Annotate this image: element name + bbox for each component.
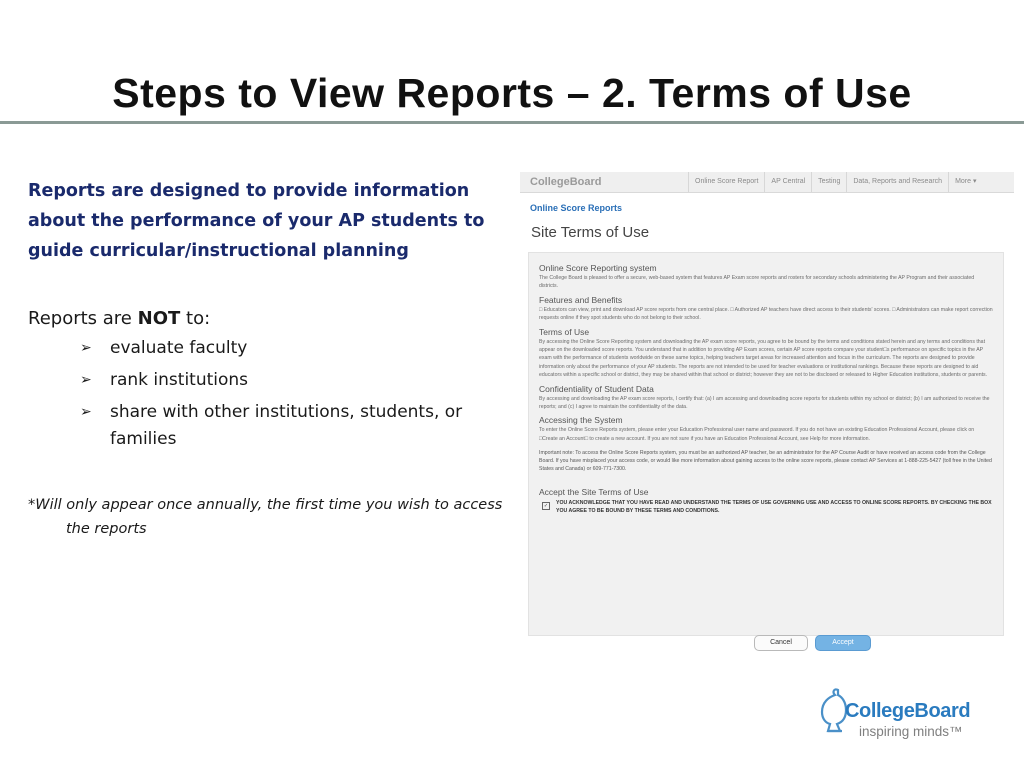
page-heading: Site Terms of Use	[531, 224, 650, 241]
nav-testing[interactable]: Testing	[811, 172, 846, 192]
acknowledge-row	[539, 499, 993, 515]
nav-more[interactable]: More ▾	[948, 172, 982, 192]
terms-panel	[528, 252, 1004, 636]
logo-tagline: inspiring minds™	[859, 724, 963, 739]
nav-menu	[688, 172, 982, 192]
logo-wordmark: CollegeBoard	[845, 700, 971, 722]
top-navigation-bar	[520, 172, 1014, 193]
terms-section	[539, 295, 993, 323]
reports-not-heading	[28, 308, 508, 329]
list-item	[80, 335, 508, 362]
section-title: Confidentiality of Student Data	[539, 383, 654, 394]
title-divider	[0, 121, 1024, 124]
section-body: By accessing and downloading the AP exam score reports, I certify that: (a) I am accessing and downloading score reports for students within my school or district; (b) I am authorized to receive the reports; and (c) I agree to maintain the confidentiality of the data.	[539, 395, 990, 411]
nav-online-score-report[interactable]: Online Score Report	[688, 172, 764, 192]
slide-title: Steps to View Reports – 2. Terms of Use	[112, 70, 912, 116]
terms-section	[539, 384, 993, 412]
left-text-column	[28, 176, 508, 556]
terms-section	[539, 327, 993, 380]
section-body: By accessing the Online Score Reporting system and downloading the AP exam score reports, you agree to be bound by the terms and conditions stated herein and any terms and conditions that appear on the downloaded score reports. You understand that in addition to providing AP Exam scores, certain AP score reports compare your student□s performance on specific topics in the AP exam with the performance of students worldwide on these same topics, helping teachers target areas for increased attention and focus in the curriculum. The reports are designed to provide information only about the performance of your AP students. The reports are not intended to be used for teacher evaluations or institutional rankings. Because these reports are designed to aid educators within a specific school or district, they may be shared within that school or district; however they are not to be disclosed or released to Higher Education institutions, students or parents.	[539, 338, 988, 379]
terms-section	[539, 415, 993, 443]
accept-button[interactable]: Accept	[815, 635, 871, 651]
arrow-bullet-icon: ➢	[80, 340, 92, 356]
collegeboard-brand[interactable]: CollegeBoard	[530, 176, 602, 188]
arrow-bullet-icon: ➢	[80, 404, 92, 420]
breadcrumb[interactable]: Online Score Reports	[530, 203, 623, 213]
not-prefix: Reports are	[28, 308, 132, 329]
section-body: □ Educators can view, print and download AP score reports from one central place. □ Authorized AP teachers have direct access to their students' scores. □ Administrators can make report correction requests online if they spot students who do not belong to their school.	[539, 306, 993, 322]
nav-data-reports-research[interactable]: Data, Reports and Research	[846, 172, 948, 192]
section-title: Features and Benefits	[539, 294, 623, 305]
arrow-bullet-icon: ➢	[80, 372, 92, 388]
list-item-text: share with other institutions, students, or families	[110, 402, 463, 449]
list-item-text: evaluate faculty	[110, 338, 248, 358]
acknowledge-checkbox[interactable]: ✓	[543, 503, 549, 510]
section-title: Terms of Use	[539, 326, 590, 337]
list-item-text: rank institutions	[110, 370, 249, 390]
list-item	[80, 367, 508, 394]
not-suffix: to:	[186, 308, 211, 329]
intro-text: Reports are designed to provide information about the performance of your AP students to guide curricular/instructional planning	[28, 181, 485, 261]
not-word: NOT	[137, 308, 181, 329]
terms-section	[539, 263, 993, 291]
section-title: Accessing the System	[539, 415, 623, 426]
accept-heading: Accept the Site Terms of Use	[539, 487, 649, 498]
not-list	[28, 335, 508, 453]
list-item	[80, 399, 508, 453]
acknowledge-text: YOU ACKNOWLEDGE THAT YOU HAVE READ AND UNDERSTAND THE TERMS OF USE GOVERNING USE AND ACCESS TO ONLINE SCORE REPORTS. BY CHECKING THE BOX YOU AGREE TO BE BOUND BY THESE TERMS AND CONDITIONS.	[556, 500, 992, 515]
cancel-button[interactable]: Cancel	[754, 635, 808, 651]
important-note: Important note: To access the Online Score Reports system, you must be an authorized AP teacher, be an administrator for the AP Course Audit or have received an access code from the College Board. If you have misplaced your access code, or would like more information about gaining access to the online score reports, please contact AP Services at 1-888-225-5427 (toll free in the United States and Canada) or 609-771-7300.	[539, 450, 992, 473]
footnote: *Will only appear once annually, the first time you wish to access the reports	[28, 497, 503, 537]
nav-ap-central[interactable]: AP Central	[764, 172, 811, 192]
terms-of-use-screenshot	[520, 172, 1014, 652]
collegeboard-logo	[816, 686, 996, 746]
section-body: To enter the Online Score Reports system, please enter your Education Professional user name and password. If you do not have an existing Education Professional Account, please click on □Create an Account□ to create a new account. If you are not sure if you have an Education Professional Account, see Help for more information.	[539, 427, 975, 442]
section-title: Online Score Reporting system	[539, 263, 657, 273]
section-body: The College Board is pleased to offer a secure, web-based system that features AP Exam score reports and rosters for secondary schools administering the AP Program and their associated districts.	[539, 275, 975, 290]
